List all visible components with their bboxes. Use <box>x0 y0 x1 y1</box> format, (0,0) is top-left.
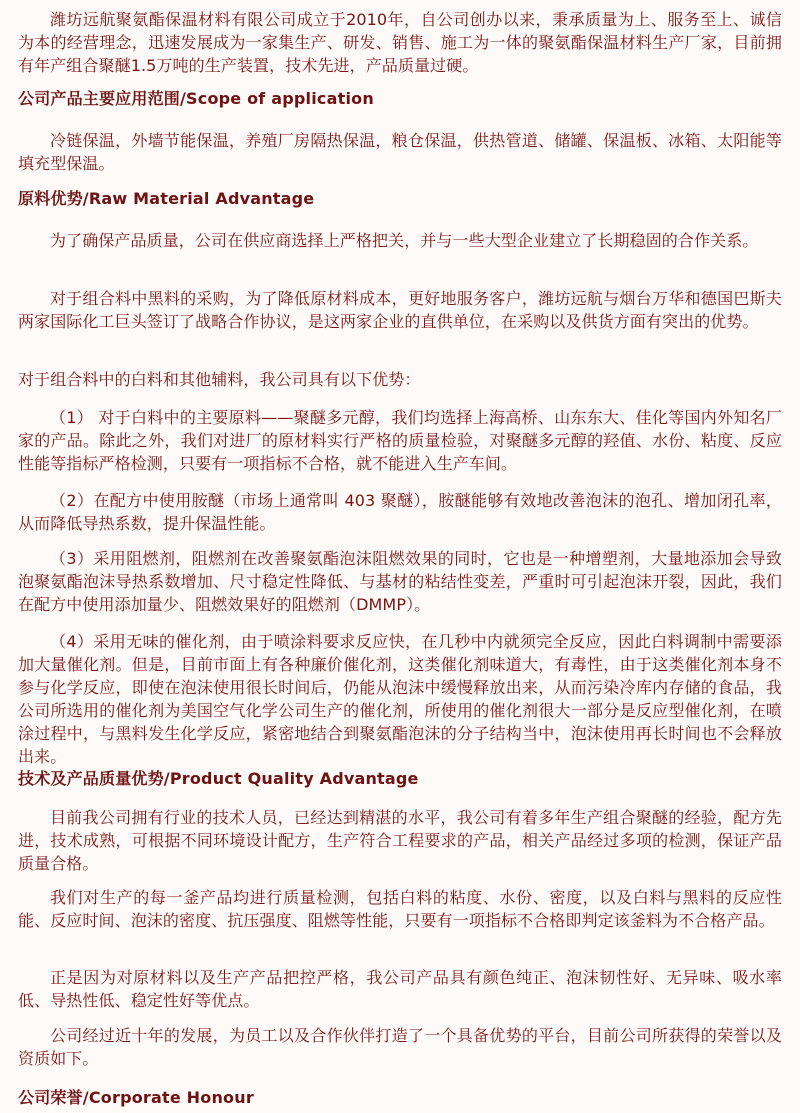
intro-paragraph: 潍坊远航聚氨酯保温材料有限公司成立于2010年，自公司创办以来，秉承质量为上、服务至上、诚信为本的经营理念，迅速发展成为一家集生产、研发、销售、施工为一体的聚氨酯保温材料生产厂家，目前拥有年产组合聚醚1.5万吨的生产装置，技术先进，产品质量过硬。 <box>18 10 782 75</box>
raw-material-paragraph-1: 为了确保产品质量，公司在供应商选择上严格把关，并与一些大型企业建立了长期稳固的合作关系。 <box>50 231 759 250</box>
quality-heading: 技术及产品质量优势/Product Quality Advantage <box>18 769 419 788</box>
quality-paragraph-1: 目前我公司拥有行业的技术人员，已经达到精湛的水平，我公司有着多年生产组合聚醚的经验，配方先进，技术成熟，可根据不同环境设计配方，生产符合工程要求的产品，相关产品经过多项的检测，保证产品质量合格。 <box>18 808 782 873</box>
application-paragraph: 冷链保温，外墙节能保温，养殖厂房隔热保温，粮仓保温，供热管道、储罐、保温板、冰箱、太阳能等填充型保温。 <box>18 131 782 173</box>
advantage-item-4: （4）采用无味的催化剂，由于喷涂料要求反应快，在几秒中内就须完全反应，因此白料调制中需要添加大量催化剂。但是，目前市面上有各种廉价催化剂，这类催化剂味道大，有毒性，由于这类催化剂本身不参与化学反应，即使在泡沫使用很长时间后，仍能从泡沫中缓慢释放出来，从而污染冷库内存储的食品，我公司所选用的催化剂为美国空气化学公司生产的催化剂，所使用的催化剂很大一部分是反应型催化剂，在喷涂过程中，与黑料发生化学反应，紧密地结合到聚氨酯泡沫的分子结构当中，泡沫使用再长时间也不会释放出来。 <box>18 632 782 766</box>
advantage-item-2: （2）在配方中使用胺醚（市场上通常叫 403 聚醚），胺醚能够有效地改善泡沫的泡孔、增加闭孔率，从而降低导热系数，提升保温性能。 <box>18 491 782 533</box>
quality-paragraph-2: 我们对生产的每一釜产品均进行质量检测，包括白料的粘度、水份、密度，以及白料与黑料的反应性能、反应时间、泡沫的密度、抗压强度、阻燃等性能，只要有一项指标不合格即判定该釜料为不合格产品。 <box>18 888 782 930</box>
application-heading: 公司产品主要应用范围/Scope of application <box>18 89 374 108</box>
raw-material-paragraph-3: 对于组合料中的白料和其他辅料，我公司具有以下优势： <box>18 370 421 389</box>
raw-material-paragraph-2: 对于组合料中黑料的采购，为了降低原材料成本，更好地服务客户，潍坊远航与烟台万华和德国巴斯夫两家国际化工巨头签订了战略合作协议，是这两家企业的直供单位，在采购以及供货方面有突出的优势。 <box>18 289 782 331</box>
raw-material-heading: 原料优势/Raw Material Advantage <box>18 189 315 208</box>
quality-paragraph-4: 公司经过近十年的发展，为员工以及合作伙伴打造了一个具备优势的平台，目前公司所获得的荣誉以及资质如下。 <box>18 1026 782 1068</box>
advantage-item-3: （3）采用阻燃剂，阻燃剂在改善聚氨酯泡沫阻燃效果的同时，它也是一种增塑剂，大量地添加会导致泡聚氨酯泡沫导热系数增加、尺寸稳定性降低、与基材的粘结性变差，严重时可引起泡沫开裂，因此，我们在配方中使用添加量少、阻燃效果好的阻燃剂（DMMP）。 <box>18 549 782 614</box>
quality-paragraph-3: 正是因为对原材料以及生产产品把控严格，我公司产品具有颜色纯正、泡沫韧性好、无异味、吸水率低、导热性低、稳定性好等优点。 <box>18 968 782 1010</box>
advantage-item-1: （1） 对于白料中的主要原料——聚醚多元醇，我们均选择上海高桥、山东东大、佳化等国内外知名厂家的产品。除此之外，我们对进厂的原材料实行严格的质量检验，对聚醚多元醇的羟值、水份、粘度、反应性能等指标严格检测，只要有一项指标不合格，就不能进入生产车间。 <box>18 408 782 473</box>
honour-heading: 公司荣誉/Corporate Honour <box>18 1088 254 1107</box>
